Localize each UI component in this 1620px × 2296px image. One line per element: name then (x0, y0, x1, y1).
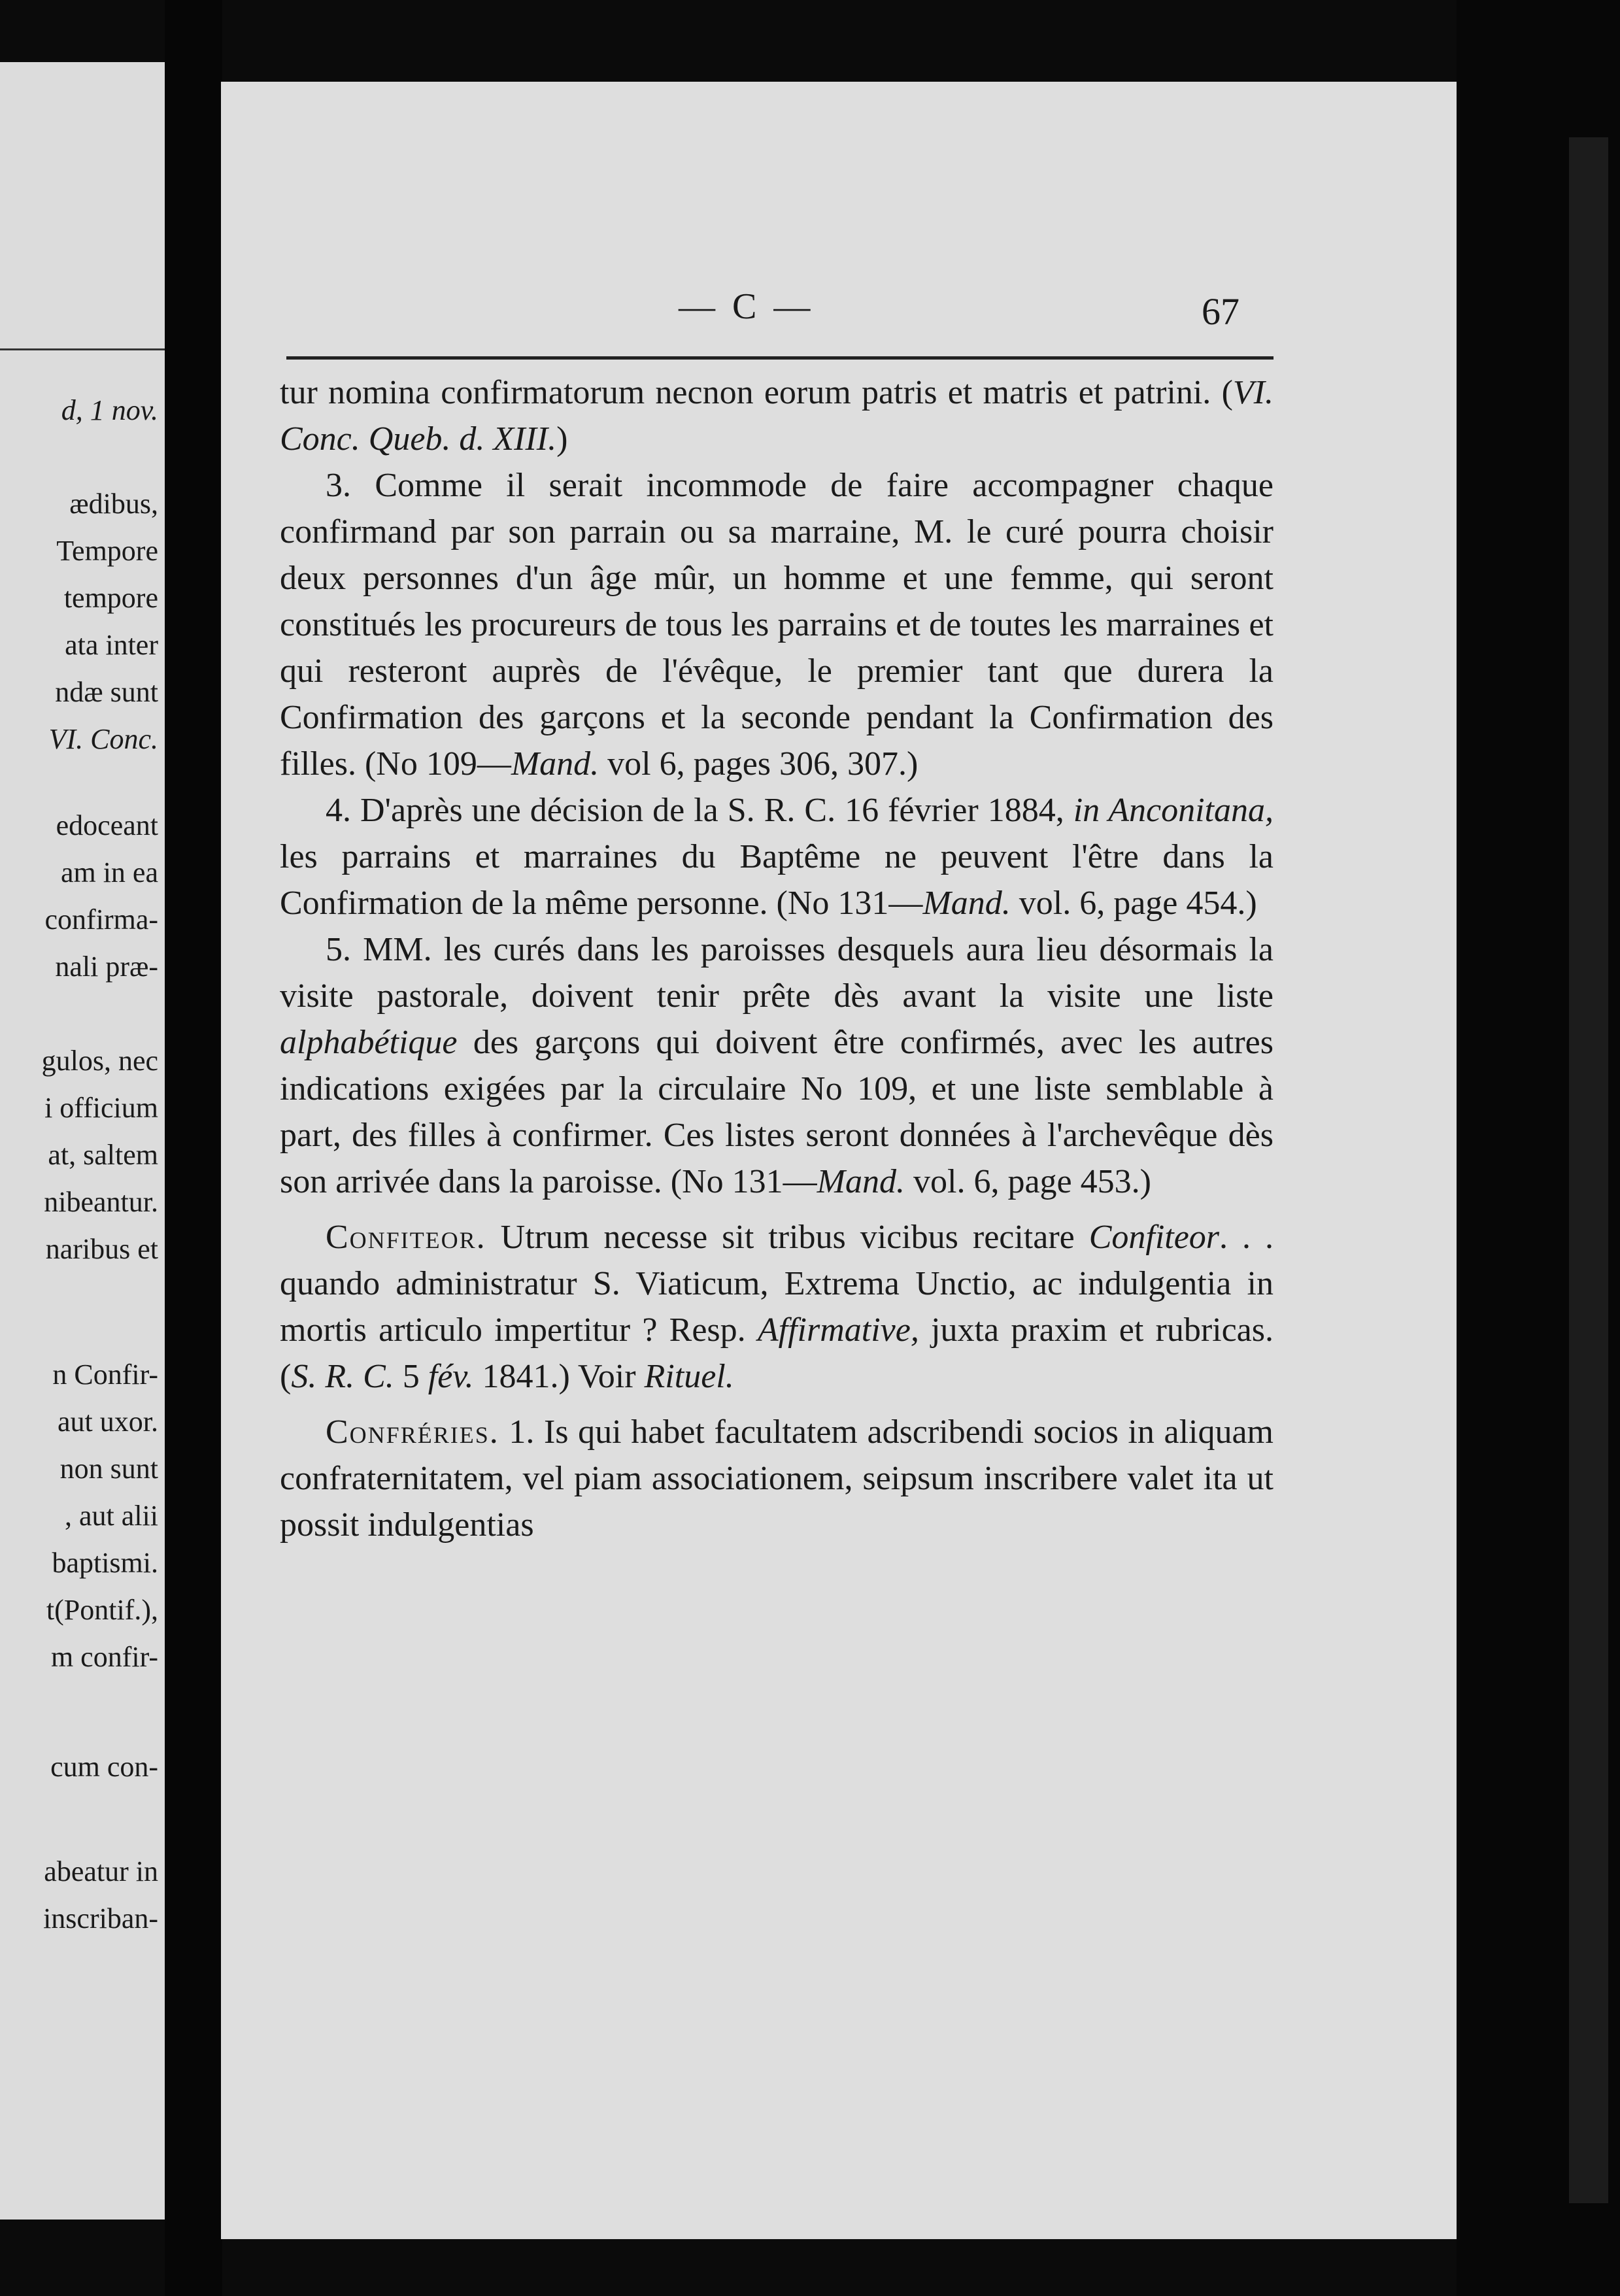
left-header-rule (0, 348, 165, 350)
text-span: 1841.) Voir (473, 1358, 645, 1395)
text-span: 1. Is qui habet facultatem adscribendi socios in aliquam confraternitatem, vel piam associationem, seipsum inscribere valet ita ut possit indulgentias (280, 1413, 1274, 1544)
emphasis: alphabétique (280, 1024, 458, 1061)
header-rule (286, 356, 1274, 360)
page-number: 67 (1202, 290, 1240, 333)
paragraph-5 (280, 926, 1274, 1205)
citation: Mand. (922, 885, 1011, 922)
text-span: Utrum necesse sit tribus vicibus recitare (486, 1219, 1089, 1256)
left-line: Tempore (56, 535, 158, 567)
text-span: vol 6, pages 306, 307.) (599, 745, 919, 783)
left-line: d, 1 nov. (61, 394, 158, 426)
emphasis: fév. (428, 1358, 474, 1395)
left-line: , aut alii (65, 1500, 158, 1532)
left-line: aut uxor. (58, 1406, 158, 1438)
emphasis: Affirmative, (757, 1311, 919, 1349)
left-line: edoceant (56, 809, 158, 841)
emphasis: Confiteor (1088, 1219, 1220, 1256)
text-span: juxta praxim et rubricas. ( (280, 1311, 1274, 1395)
left-line: cum con- (50, 1751, 158, 1783)
left-line: n Confir- (52, 1359, 158, 1391)
left-line: confirma- (44, 903, 158, 936)
text-span: les parrains et marraines du Baptême ne peuvent l'être dans la Confirmation de la même personne. (No 131— (280, 838, 1274, 922)
left-line: i officium (44, 1092, 158, 1124)
left-line: nali præ- (55, 951, 158, 983)
paragraph-4 (280, 787, 1274, 926)
book-edge-strip (1569, 137, 1608, 2203)
text-span: 3. Comme il serait incommode de faire accompagner chaque confirmand par son parrain ou sa marraine, M. le curé pourra choisir deux personnes d'un âge mûr, un homme et une femme, qui seront constitués les procureurs de tous les parrains et de toutes les marraines et qui resteront auprès de l'évêque, le premier tant que durera la Confirmation des garçons et la seconde pendant la Confirmation des filles. (No 109— (280, 467, 1274, 783)
left-page-fragment (0, 62, 165, 2220)
book-gutter (165, 0, 222, 2296)
entry-confreries (280, 1409, 1274, 1548)
citation: S. R. C. (291, 1358, 394, 1395)
paragraph-3 (280, 462, 1274, 787)
text-span: 4. D'après une décision de la S. R. C. 16 février 1884, (326, 792, 1073, 829)
left-line: tempore (63, 582, 158, 614)
body-text (280, 369, 1274, 1548)
entry-confiteor (280, 1214, 1274, 1400)
citation: Mand. (511, 745, 599, 783)
left-line: nibeantur. (44, 1186, 158, 1218)
left-line: at, saltem (48, 1139, 158, 1171)
left-line: gulos, nec (41, 1045, 158, 1077)
text-span: vol. 6, page 453.) (905, 1163, 1151, 1200)
citation: Mand. (817, 1163, 905, 1200)
running-head: — C — (679, 286, 815, 327)
emphasis: Rituel. (644, 1358, 734, 1395)
paragraph-continuation (280, 369, 1274, 462)
left-line: ata inter (65, 629, 158, 661)
left-line: non sunt (59, 1453, 158, 1485)
citation: in Anconitana, (1073, 792, 1274, 829)
text-span: des garçons qui doivent être confirmés, avec les autres indications exigées par la circulaire No 109, et une liste semblable à part, des filles à confirmer. Ces listes seront données à l'archevêque dès son arrivée dans la paroisse. (No 131— (280, 1024, 1274, 1200)
left-line: am in ea (60, 856, 158, 888)
left-line: ædibus, (69, 488, 158, 520)
left-line: baptismi. (52, 1547, 158, 1579)
text-span: . . . quando administratur S. Viaticum, Extrema Unctio, ac indulgentia in mortis articulo impertitur ? Resp. (280, 1219, 1274, 1349)
left-line: abeatur in (44, 1855, 158, 1887)
left-line: t(Pontif.), (46, 1594, 158, 1626)
citation: VI. Conc. Queb. d. XIII. (280, 374, 1274, 458)
left-line: inscriban- (43, 1902, 158, 1934)
entry-heading: Confiteor. (326, 1219, 486, 1256)
left-line: naribus et (45, 1233, 158, 1265)
left-line: VI. Conc. (48, 723, 158, 755)
text-span: vol. 6, page 454.) (1010, 885, 1257, 922)
text-span: tur nomina confirmatorum necnon eorum patris et matris et patrini. ( (280, 374, 1233, 411)
text-span: ) (556, 420, 568, 458)
left-line: ndæ sunt (55, 676, 158, 708)
text-span: 5 (394, 1358, 428, 1395)
left-line: m confir- (50, 1641, 158, 1673)
main-page (221, 82, 1457, 2239)
text-span: 5. MM. les curés dans les paroisses desquels aura lieu désormais la visite pastorale, doivent tenir prête dès avant la visite une liste (280, 931, 1274, 1015)
entry-heading: Confréries. (326, 1413, 499, 1451)
